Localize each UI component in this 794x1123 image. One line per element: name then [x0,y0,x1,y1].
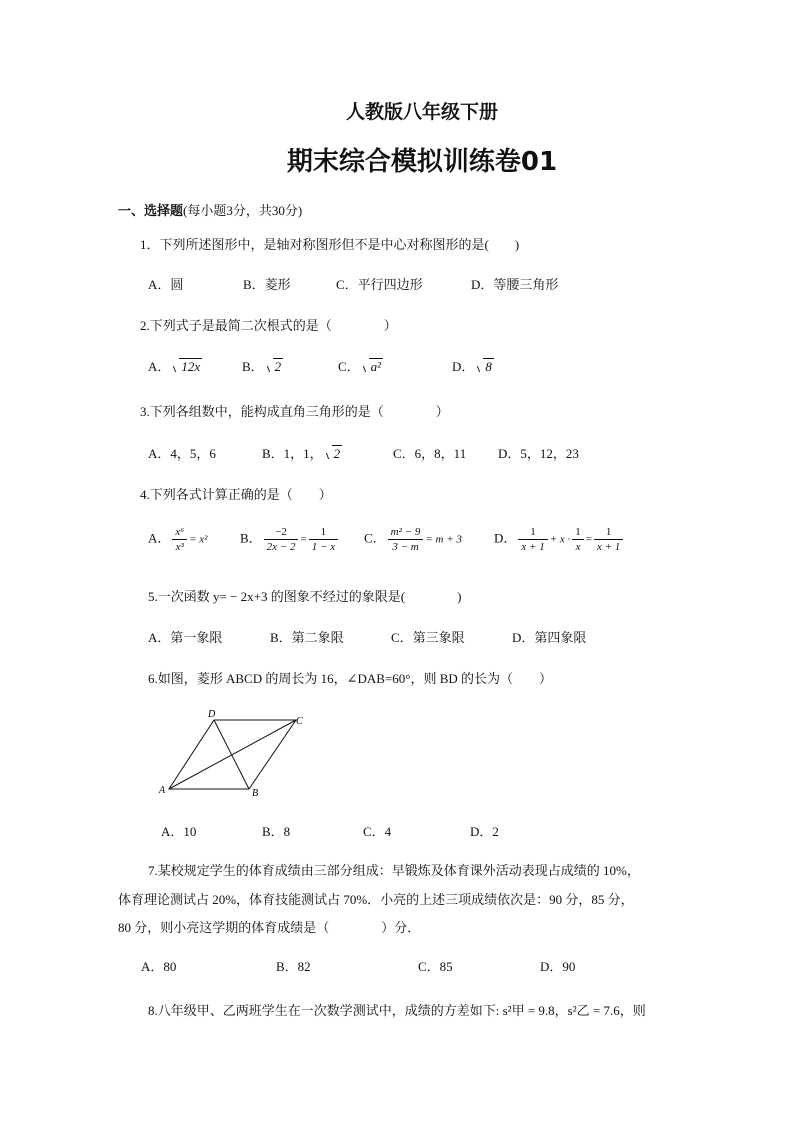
q5-option-a: A．第一象限 [148,630,223,645]
q1-option-b: B．菱形 [243,277,291,292]
q6-option-d: D．2 [470,824,499,839]
question-8: 8.八年级甲、乙两班学生在一次数学测试中，成绩的方差如下: s²甲 = 9.8，s²乙 = 7.6，则 [148,1003,646,1018]
section-label: 一、选择题 [118,204,184,219]
sqrt-symbol: 2 [323,446,343,462]
q1-option-c: C．平行四边形 [336,277,423,292]
section-note: (每小题3分，共30分) [183,203,303,218]
q3-option-c: C．6，8，11 [393,446,467,461]
question-7-line-1: 7.某校规定学生的体育成绩由三部分组成：早锻炼及体育课外活动表现占成绩的 10%， [148,863,640,878]
q1-option-a: A．圆 [148,277,184,292]
document-subtitle: 人教版八年级下册 [345,101,498,123]
q3-option-b: B．1，1， 2 [262,446,341,461]
sqrt-symbol: a² [360,359,383,375]
question-6: 6.如图，菱形 ABCD 的周长为 16，∠DAB=60°，则 BD 的长为（ ） [148,671,553,686]
vertex-label-c: C [296,716,303,727]
question-5: 5.一次函数 y= − 2x+3 的图象不经过的象限是( ) [148,589,462,604]
q4-option-a: A． $\frac{\text{x⁶}}{\text{x³}}$ = x² [148,526,208,553]
q7-option-b: B．82 [276,959,311,974]
q2-option-c: C． a² [338,359,382,374]
question-7-line-2: 体育理论测试占 20%，体育技能测试占 70%．小亮的上述三项成绩依次是：90 分，85 分， [118,892,634,907]
q3-option-d: D．5，12，23 [498,446,579,461]
vertex-label-a: A [159,785,166,796]
diagonal-bd [214,720,249,789]
question-7-line-3: 80 分，则小亮这学期的体育成绩是（ ）分． [118,920,421,935]
rhombus-figure [150,706,310,802]
q4-option-b: B． $\frac{-2}{2x - 2}$ = $\frac{1}{1 - x}$ [240,525,340,554]
q6-option-a: A．10 [161,824,197,839]
q3-option-a: A．4，5，6 [148,446,216,461]
sqrt-symbol: 8 [474,359,494,375]
document-title: 期末综合模拟训练卷01 [286,147,558,177]
q4-option-c: C． $\frac{\text{m² − 9}}{3 - m}$ = m + 3 [364,526,462,553]
sqrt-symbol: 2 [264,359,284,375]
q5-option-d: D．第四象限 [512,630,587,645]
question-3: 3.下列各组数中，能构成直角三角形的是（ ） [140,404,449,419]
sqrt-symbol: 12x [170,359,202,375]
q7-option-a: A．80 [141,959,177,974]
q2-option-d: D． 8 [452,359,492,374]
question-4: 4.下列各式计算正确的是（ ） [140,487,332,502]
q6-option-b: B．8 [262,824,291,839]
q7-option-d: D．90 [540,959,576,974]
q7-option-c: C．85 [418,959,453,974]
question-1: 1．下列所述图形中，是轴对称图形但不是中心对称图形的是( ) [140,237,520,252]
vertex-label-d: D [208,709,216,720]
q2-option-a: A． 12x [148,359,201,374]
q6-option-c: C．4 [363,824,392,839]
q4-option-d: D． $\frac{1}{x + 1}$ + x · $\frac{1}{x}$ = $\frac{1}{x + 1}$ [494,525,625,554]
vertex-label-b: B [252,788,259,799]
q1-option-d: D．等腰三角形 [471,277,559,292]
question-2: 2.下列式子是最简二次根式的是（ ） [140,318,397,333]
diagonal-ac [169,720,296,789]
q2-option-b: B． 2 [242,359,282,374]
q5-option-c: C．第三象限 [391,630,465,645]
section-heading [118,200,302,219]
q5-option-b: B．第二象限 [270,630,344,645]
